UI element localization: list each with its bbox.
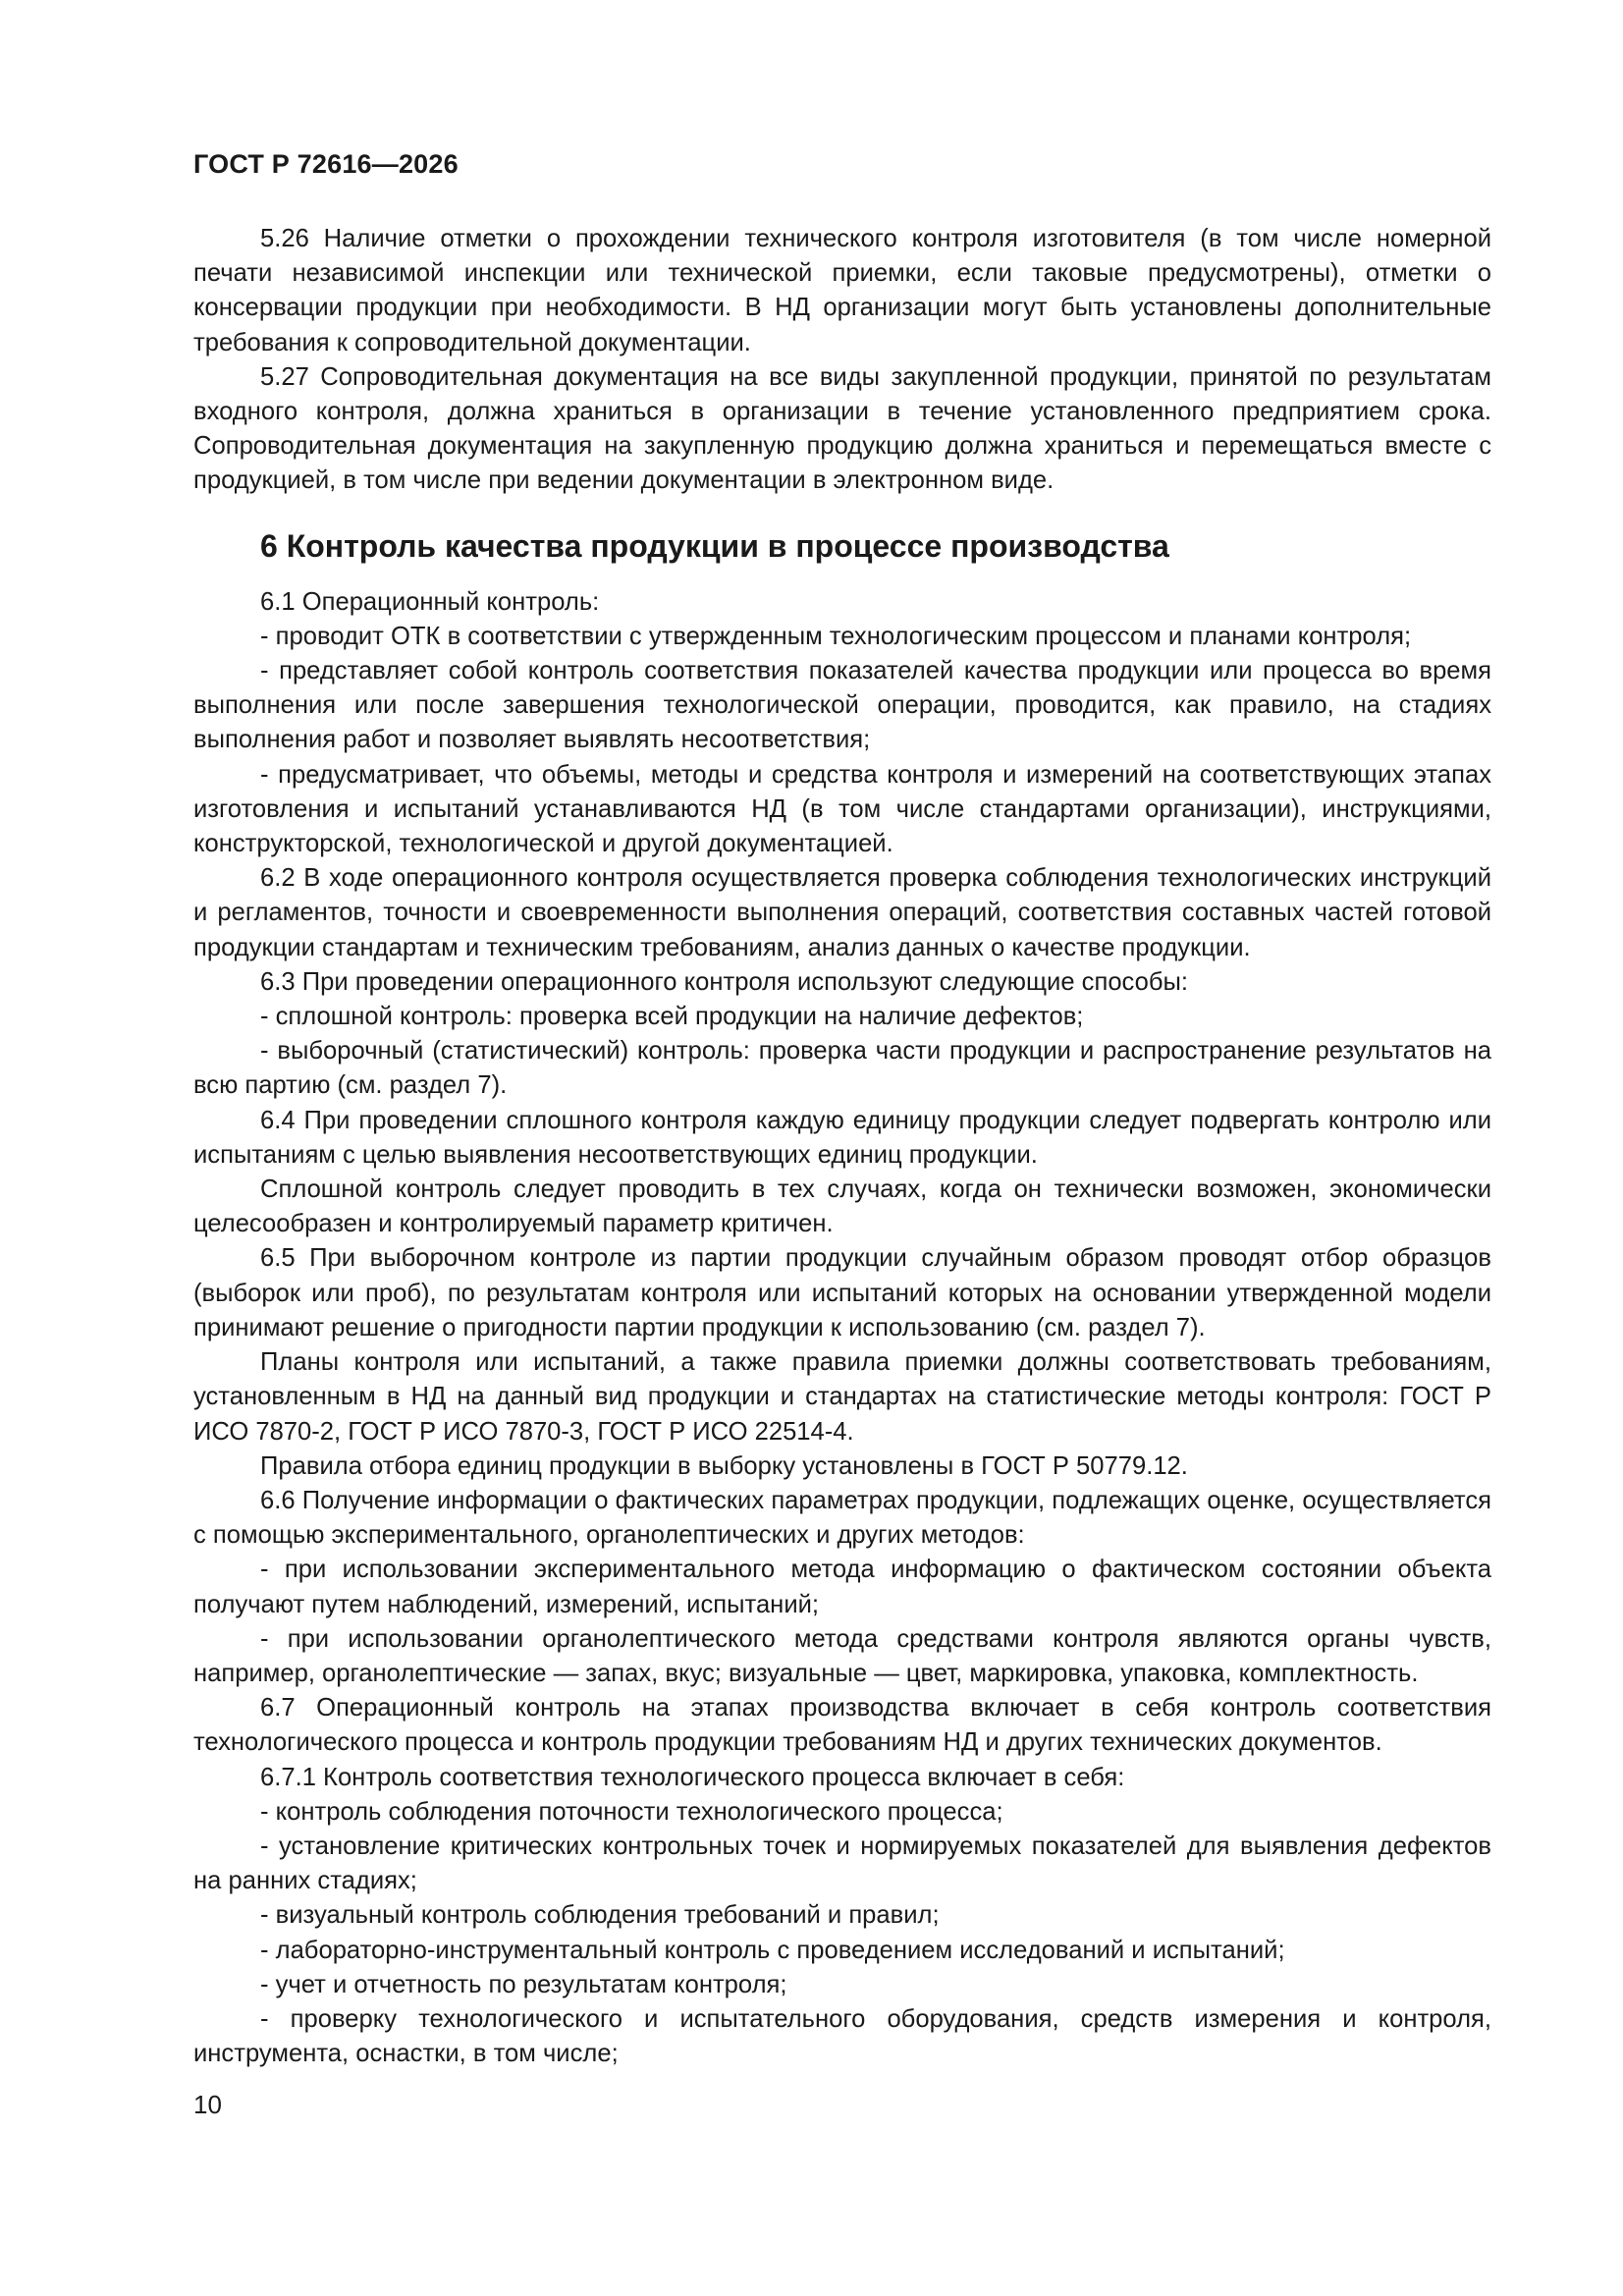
paragraph: Правила отбора единиц продукции в выборку установлены в ГОСТ Р 50779.12. [260, 1451, 1188, 1480]
paragraph: Сплошной контроль следует проводить в тех случаях, когда он технически возможен, экономически целесообразен и контролируемый параметр критичен. [193, 1175, 1491, 1238]
list-item: - визуальный контроль соблюдения требований и правил; [260, 1901, 940, 1930]
paragraph-5-26: 5.26 Наличие отметки о прохождении технического контроля изготовителя (в том числе номерной печати независимой инспекции или технической приемки, если таковые предусмотрены), отметки о консервации продукции при необходимости. В НД организации могут быть установлены дополнительные требования к сопроводительной документации. [193, 225, 1491, 356]
list-item: - проверку технологического и испытательного оборудования, средств измерения и контроля, инструмента, оснастки, в том числе; [193, 2004, 1491, 2068]
paragraph: 6.7.1 Контроль соответствия технологического процесса включает в себя: [260, 1763, 1125, 1791]
paragraph: 6.2 В ходе операционного контроля осуществляется проверка соблюдения технологических инструкций и регламентов, точности и своевременности выполнения операций, соответствия составных частей готовой продукции стандартам и техническим требованиям, анализ данных о качестве продукции. [193, 864, 1491, 961]
paragraph: 6.3 При проведении операционного контроля используют следующие способы: [260, 967, 1189, 996]
paragraph: 6.7 Операционный контроль на этапах производства включает в себя контроль соответствия технологического процесса и контроль продукции требованиям НД и других технических документов. [193, 1694, 1491, 1757]
list-item: - установление критических контрольных точек и нормируемых показателей для выявления дефектов на ранних стадиях; [193, 1831, 1491, 1895]
paragraph: 6.4 При проведении сплошного контроля каждую единицу продукции следует подвергать контролю или испытаниям с целью выявления несоответствующих единиц продукции. [193, 1106, 1491, 1169]
list-item: - сплошной контроль: проверка всей продукции на наличие дефектов; [260, 1003, 1084, 1031]
list-item: - при использовании экспериментального метода информацию о фактическом состоянии объекта получают путем наблюдений, измерений, испытаний; [193, 1556, 1491, 1618]
paragraph-5-27: 5.27 Сопроводительная документация на все виды закупленной продукции, принятой по результатам входного контроля, должна храниться в организации в течение установленного предприятием срока. Сопроводительная документация на закупленную продукцию должна храниться и перемещаться вместе с продукцией, в том числе при ведении документации в электронном виде. [193, 362, 1491, 495]
list-item: - проводит ОТК в соответствии с утвержденным технологическим процессом и планами контроля; [260, 622, 1412, 650]
section-heading: 6 Контроль качества продукции в процессе производства [260, 527, 1169, 564]
list-item: - контроль соблюдения поточности технологического процесса; [260, 1797, 1003, 1826]
list-item: - лабораторно-инструментальный контроль с проведением исследований и испытаний; [260, 1936, 1285, 1964]
paragraph: 6.6 Получение информации о фактических параметрах продукции, подлежащих оценке, осуществляется с помощью экспериментального, органолептических и других методов: [193, 1486, 1491, 1550]
paragraph: 6.5 При выборочном контроле из партии продукции случайным образом проводят отбор образцов (выборок или проб), по результатам контроля или испытаний которых на основании утвержденной модели принимают решение о пригодности партии продукции к использованию (см. раздел 7). [193, 1244, 1491, 1341]
list-item: - предусматривает, что объемы, методы и средства контроля и измерений на соответствующих этапах изготовления и испытаний устанавливаются НД (в том числе стандартами организации), инструкциями, конструкторской, технологической и другой документацией. [193, 760, 1491, 858]
list-item: - при использовании органолептического метода средствами контроля являются органы чувств, например, органолептические — запах, вкус; визуальные — цвет, маркировка, упаковка, комплектность. [193, 1624, 1491, 1687]
document-body [193, 222, 1491, 2071]
page-number: 10 [193, 2090, 222, 2119]
list-item: - выборочный (статистический) контроль: проверка части продукции и распространение результатов на всю партию (см. раздел 7). [193, 1037, 1491, 1100]
paragraph: Планы контроля или испытаний, а также правила приемки должны соответствовать требованиям, установленным в НД на данный вид продукции и стандартах на статистические методы контроля: ГОСТ Р ИСО 7870-2, ГОСТ Р ИСО 7870-3, ГОСТ Р ИСО 22514-4. [193, 1348, 1491, 1446]
document-header: ГОСТ Р 72616—2026 [193, 149, 459, 179]
paragraph: 6.1 Операционный контроль: [260, 587, 600, 616]
list-item: - представляет собой контроль соответствия показателей качества продукции или процесса во время выполнения или после завершения технологической операции, проводится, как правило, на стадиях выполнения работ и позволяет выявлять несоответствия; [193, 657, 1491, 754]
list-item: - учет и отчетность по результатам контроля; [260, 1970, 787, 1998]
